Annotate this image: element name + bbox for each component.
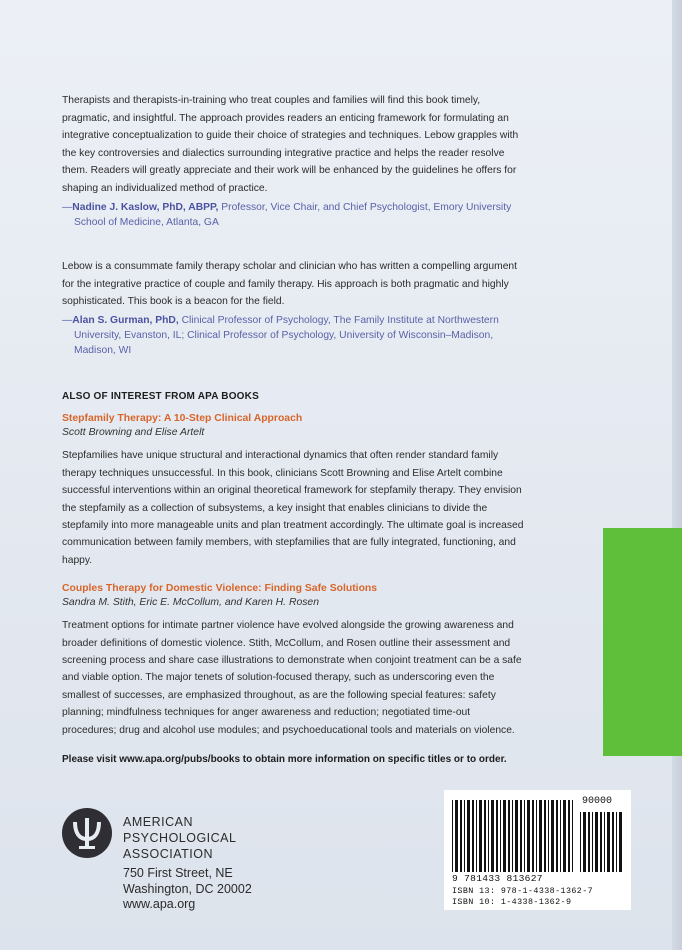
addon-barcode	[580, 812, 626, 872]
reviewer-name: Alan S. Gurman, PhD,	[72, 314, 179, 326]
barcode-bar	[600, 812, 602, 872]
barcode-bar	[476, 800, 477, 872]
book-description: Stepfamilies have unique structural and interactional dynamics that often render standard family therapy techniques unsuccessful. In this book, clinicians Scott Browning and Elise Artelt combine successful interventions within an original theoretical framework for stepfamily therapy. They envision the stepfamily as a collection of subsystems, a key insight that enables clinicians to divide the stepfamily into more manageable units and plan treatment accordingly. The ultimate goal is increased communication between family members, with stepfamilies that are fully integrated, functioning, and happy.	[62, 450, 524, 566]
barcode-bar	[479, 800, 482, 872]
attribution-dash: —	[62, 201, 73, 213]
barcode-bar	[467, 800, 470, 872]
barcode-bar	[551, 800, 554, 872]
reviewer-affiliation: Clinical Professor of Psychology, The Family Institute at Northwestern University, Evanston, IL; Clinical Professor of Psychology, University of Wisconsin–Madison, Madison, WI	[74, 314, 499, 357]
barcode-bar	[524, 800, 525, 872]
book-title: Stepfamily Therapy: A 10-Step Clinical Approach	[62, 413, 303, 425]
apa-logo-icon	[62, 808, 112, 858]
barcode-bar	[592, 812, 593, 872]
barcode-bar	[539, 800, 542, 872]
book-authors: Scott Browning and Elise Artelt	[62, 427, 205, 439]
barcode-bar	[491, 800, 494, 872]
book-title: Couples Therapy for Domestic Violence: Finding Safe Solutions	[62, 583, 378, 595]
barcode-bar	[595, 812, 598, 872]
publisher-name-line: AMERICAN	[123, 815, 193, 829]
barcode-bar	[484, 800, 486, 872]
street-address: 750 First Street, NE	[123, 866, 233, 880]
barcode-bar	[455, 800, 458, 872]
attribution-dash: —	[62, 314, 73, 326]
barcode-bar	[568, 800, 570, 872]
barcode-bar	[563, 800, 566, 872]
publisher-name-line: PSYCHOLOGICAL	[123, 831, 237, 845]
barcode-bar	[619, 812, 622, 872]
price-code: 90000	[582, 796, 613, 807]
book-authors: Sandra M. Stith, Eric E. McCollum, and Karen H. Rosen	[62, 597, 319, 609]
barcode-bar	[583, 812, 586, 872]
barcode-bar	[508, 800, 510, 872]
barcode-bar	[604, 812, 605, 872]
green-spine-tab	[603, 528, 682, 756]
book-entry	[62, 413, 527, 569]
review-quote-1: Therapists and therapists-in-training who treat couples and families will find this book timely, pragmatic, and insightful. The approach provides readers an enticing framework for formulating an integrative conceptualization to guide their choice of strategies and techniques. Lebow grapples with the key controversies and dialectics surrounding integrative practice and helps the reader resolve them. Readers will greatly appreciate and their work will be enhanced by the guidelines he offers for shaping an individualized method of practice.	[62, 95, 519, 194]
barcode-bar	[460, 800, 462, 872]
psi-logo-icon	[62, 808, 112, 858]
cover-edge	[672, 0, 682, 950]
isbn-10: ISBN 10: 1-4338-1362-9	[452, 897, 572, 907]
publisher-name	[123, 814, 236, 862]
city-address: Washington, DC 20002	[123, 881, 252, 896]
reviewer-name: Nadine J. Kaslow, PhD, ABPP,	[72, 201, 219, 213]
book-description: Treatment options for intimate partner violence have evolved alongside the growing awareness and broader definitions of domestic violence. Stith, McCollum, and Rosen outline their assessment and screening process and share case illustrations to demonstrate when conjoint treatment can be a safe and viable option. The major tenets of solution-focused therapy, such as underscoring even the smallest of successes, are emphasized throughout, as are the following special features: safety planning; mindfulness techniques for anger awareness and reduction; negotiated time-out procedures; drug and alcohol use modules; and psychoeducational tools and materials on violence.	[62, 620, 522, 736]
also-of-interest-heading: ALSO OF INTEREST FROM APA BOOKS	[62, 391, 259, 403]
book-entry	[62, 583, 527, 739]
barcode-bar	[588, 812, 590, 872]
barcode-bar	[472, 800, 474, 872]
barcode-bar	[520, 800, 522, 872]
publisher-name-line: ASSOCIATION	[123, 847, 214, 861]
barcode-bar	[496, 800, 498, 872]
visit-website-note: Please visit www.apa.org/pubs/books to obtain more information on specific titles or to order.	[62, 754, 507, 766]
barcode-bar	[607, 812, 610, 872]
barcode-bar	[560, 800, 561, 872]
back-cover-content	[62, 92, 527, 765]
barcode-bar	[512, 800, 513, 872]
review-attribution-1	[62, 200, 527, 230]
barcode-bar	[452, 800, 453, 872]
barcode-bar	[580, 812, 581, 872]
barcode-digits: 9 781433 813627	[452, 873, 543, 884]
barcode-bar	[616, 812, 617, 872]
barcode-bar	[503, 800, 506, 872]
website: www.apa.org	[123, 897, 196, 911]
review-attribution-2	[62, 313, 527, 359]
publisher-address	[123, 866, 252, 913]
barcode-bar	[464, 800, 465, 872]
barcode-bar	[544, 800, 546, 872]
barcode-bar	[500, 800, 501, 872]
isbn-13: ISBN 13: 978-1-4338-1362-7	[452, 886, 594, 896]
review-quote-2: Lebow is a consummate family therapy scholar and clinician who has written a compelling argument for the integrative practice of couple and family therapy. His approach is both pragmatic and highly sophisticated. This book is a beacon for the field.	[62, 260, 518, 308]
barcode-bar	[532, 800, 534, 872]
reviewer-affiliation: Professor, Vice Chair, and Chief Psychologist, Emory University School of Medicine, Atlanta, GA	[74, 201, 512, 228]
barcode-bar	[612, 812, 614, 872]
barcode-bar	[488, 800, 489, 872]
isbn-barcode	[444, 790, 631, 910]
barcode-bar	[515, 800, 518, 872]
barcode-bar	[536, 800, 537, 872]
barcode-bar	[548, 800, 549, 872]
barcode-bar	[527, 800, 530, 872]
barcode-bar	[572, 800, 573, 872]
barcode-bar	[556, 800, 558, 872]
ean13-barcode	[452, 800, 576, 872]
